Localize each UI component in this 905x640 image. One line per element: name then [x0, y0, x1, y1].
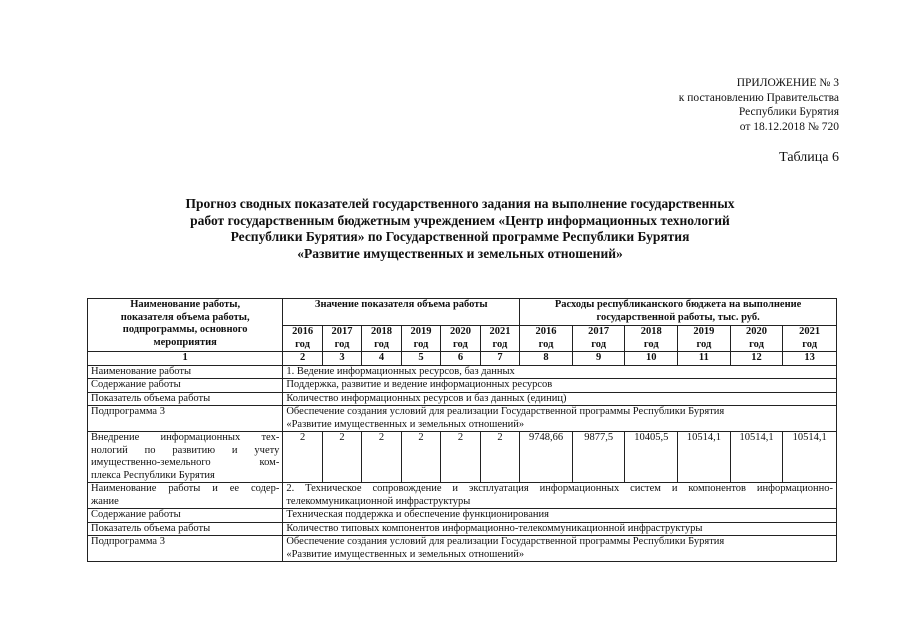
year-label: 2018 — [640, 326, 662, 337]
year-suffix: год — [453, 338, 468, 350]
row-value-line: «Развитие имущественных и земельных отношений» — [286, 548, 525, 560]
data-cell: 10514,1 — [678, 432, 731, 483]
year-suffix: год — [413, 338, 429, 350]
year-header — [401, 326, 440, 352]
row-label: Содержание работы — [88, 509, 283, 523]
table-row — [88, 406, 837, 432]
table-row — [88, 509, 837, 523]
header-row-groups — [88, 299, 837, 326]
column-number: 13 — [783, 352, 837, 366]
title-line-2: работ государственным бюджетным учреждением «Центр информационных технологий — [190, 212, 730, 228]
year-suffix: год — [334, 338, 350, 350]
row-value: Поддержка, развитие и ведение информационных ресурсов — [283, 379, 837, 393]
table-row — [88, 365, 837, 379]
year-header — [572, 326, 625, 352]
column-number: 8 — [520, 352, 573, 366]
year-suffix: год — [643, 338, 659, 350]
title-line-4: «Развитие имущественных и земельных отношений» — [297, 245, 623, 261]
row-label-line: нологий по развитию и учету — [91, 444, 280, 456]
year-header — [283, 326, 322, 352]
data-cell: 10514,1 — [783, 432, 837, 483]
budget-header-line: Расходы республиканского бюджета на выполнение — [554, 299, 802, 310]
row-label: Содержание работы — [88, 379, 283, 393]
year-label: 2017 — [331, 326, 353, 337]
row-value — [283, 536, 837, 562]
column-number: 5 — [401, 352, 440, 366]
row-label: Наименование работы — [88, 365, 283, 379]
appendix-date: от 18.12.2018 № 720 — [739, 120, 839, 133]
column-number: 6 — [441, 352, 480, 366]
row-value: 1. Ведение информационных ресурсов, баз данных — [283, 365, 837, 379]
row-value-line: телекоммуникационной инфраструктуры — [286, 495, 471, 507]
row-label: Подпрограмма 3 — [88, 406, 283, 432]
row-label-line: Наименование работы и ее содер- — [91, 483, 280, 494]
data-cell: 9748,66 — [520, 432, 573, 483]
table-row — [88, 483, 837, 509]
year-label: 2021 — [489, 326, 511, 337]
volume-values-header: Значение показателя объема работы — [283, 299, 520, 326]
row-value-line: Обеспечение создания условий для реализации Государственной программы Республики Бурятия — [286, 406, 725, 417]
table-label: Таблица 6 — [779, 150, 839, 165]
col-name-header-line: показателя объема работы, — [120, 311, 250, 323]
year-header — [480, 326, 520, 352]
data-cell: 10514,1 — [730, 432, 783, 483]
year-suffix: год — [591, 338, 607, 350]
year-header — [362, 326, 401, 352]
year-label: 2018 — [371, 326, 392, 337]
row-label-line: имущественно-земельного ком- — [91, 457, 280, 468]
row-label-line: Внедрение информационных тех- — [91, 432, 280, 443]
row-label: Подпрограмма 3 — [88, 536, 283, 562]
year-header — [625, 326, 678, 352]
year-suffix: год — [295, 338, 310, 350]
year-suffix: год — [696, 338, 712, 350]
column-numbers-row — [88, 352, 837, 366]
table-row — [88, 432, 837, 483]
col-name-header — [88, 299, 283, 352]
row-label: Показатель объема работы — [88, 522, 283, 536]
year-header — [678, 326, 731, 352]
data-cell: 2 — [283, 432, 322, 483]
data-cell: 2 — [322, 432, 361, 483]
appendix-republic: Республики Бурятия — [738, 106, 839, 118]
year-label: 2020 — [746, 326, 768, 337]
year-label: 2016 — [535, 326, 557, 337]
budget-header-line: государственной работы, тыс. руб. — [596, 311, 760, 323]
data-cell: 10405,5 — [625, 432, 678, 483]
col-name-header-line: подпрограммы, основного — [122, 324, 248, 335]
column-number: 11 — [678, 352, 731, 366]
year-suffix: год — [802, 338, 818, 350]
year-label: 2021 — [799, 326, 821, 337]
col-name-header-line: мероприятия — [153, 336, 217, 348]
year-header — [783, 326, 837, 352]
year-label: 2019 — [693, 326, 715, 337]
year-label: 2020 — [449, 326, 471, 337]
column-number: 12 — [730, 352, 783, 366]
table-row — [88, 392, 837, 406]
forecast-table — [87, 298, 837, 562]
table-row — [88, 379, 837, 393]
year-label: 2016 — [292, 326, 314, 337]
year-header — [520, 326, 573, 352]
row-label-line: плекса Республики Бурятия — [91, 469, 215, 481]
column-number: 1 — [88, 352, 283, 366]
row-value-line: 2. Техническое сопровождение и эксплуатация информационных систем и компонентов информационно- — [286, 483, 833, 494]
column-number: 10 — [625, 352, 678, 366]
title-line-1: Прогноз сводных показателей государственного задания на выполнение государственных — [185, 196, 735, 211]
column-number: 4 — [362, 352, 401, 366]
year-suffix: год — [749, 338, 764, 350]
col-name-header-line: Наименование работы, — [130, 299, 241, 310]
table-row — [88, 536, 837, 562]
row-label — [88, 483, 283, 509]
row-value: Техническая поддержка и обеспечение функционирования — [283, 509, 837, 523]
year-label: 2019 — [410, 326, 432, 337]
year-suffix: год — [492, 338, 508, 350]
row-label: Показатель объема работы — [88, 392, 283, 406]
year-suffix: год — [538, 338, 554, 350]
year-header — [441, 326, 480, 352]
row-value — [283, 483, 837, 509]
data-cell: 2 — [401, 432, 440, 483]
column-number: 7 — [480, 352, 520, 366]
appendix-resolution: к постановлению Правительства — [678, 91, 839, 104]
year-header — [322, 326, 361, 352]
appendix-number: ПРИЛОЖЕНИЕ № 3 — [736, 77, 839, 89]
row-label — [88, 432, 283, 483]
data-cell: 2 — [441, 432, 480, 483]
year-suffix: год — [374, 338, 389, 350]
row-value — [283, 406, 837, 432]
document-title — [120, 196, 800, 262]
year-header — [730, 326, 783, 352]
column-number: 9 — [572, 352, 625, 366]
budget-expenses-header — [520, 299, 837, 326]
table-row — [88, 522, 837, 536]
title-line-3: Республики Бурятия» по Государственной программе Республики Бурятия — [230, 229, 690, 244]
row-value-line: «Развитие имущественных и земельных отношений» — [286, 418, 525, 430]
data-cell: 9877,5 — [572, 432, 625, 483]
row-label-line: жание — [91, 495, 119, 507]
data-cell: 2 — [362, 432, 401, 483]
data-cell: 2 — [480, 432, 520, 483]
row-value: Количество типовых компонентов информационно-телекоммуникационной инфраструктуры — [283, 522, 837, 536]
year-label: 2017 — [588, 326, 610, 337]
row-value: Количество информационных ресурсов и баз данных (единиц) — [283, 392, 837, 406]
column-number: 3 — [322, 352, 361, 366]
row-value-line: Обеспечение создания условий для реализации Государственной программы Республики Бурятия — [286, 536, 725, 547]
column-number: 2 — [283, 352, 322, 366]
appendix-block — [679, 76, 839, 134]
